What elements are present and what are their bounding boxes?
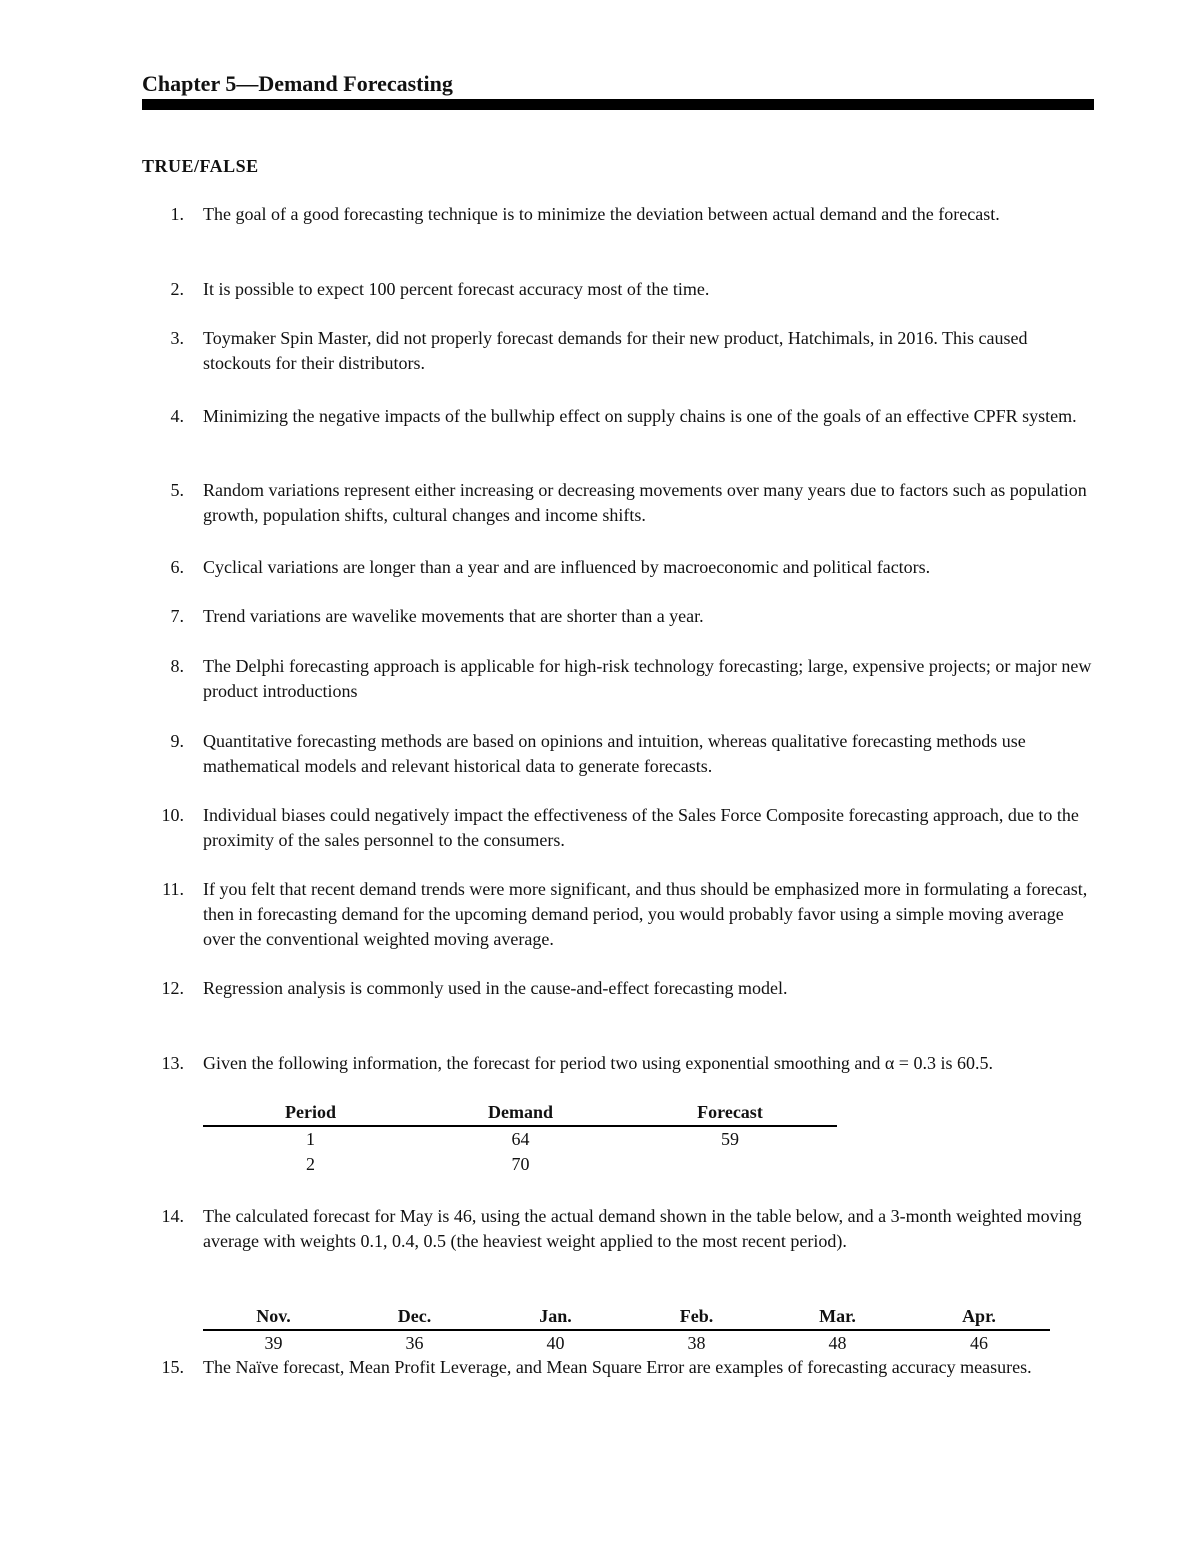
- question-number: 9.: [170, 731, 184, 751]
- question-text: The calculated forecast for May is 46, using the actual demand shown in the table below, and a 3-month weighted moving average with weights 0.1, 0.4, 0.5 (the heaviest weight applied to the most recent period).: [203, 1206, 1082, 1251]
- question-text: Regression analysis is commonly used in the cause-and-effect forecasting model.: [203, 978, 788, 998]
- table-cell: 39: [264, 1333, 283, 1353]
- table-cell: 59: [721, 1129, 739, 1149]
- table-header: Forecast: [623, 1100, 837, 1126]
- table-cell: 36: [405, 1333, 424, 1353]
- table-header: Jan.: [485, 1304, 626, 1330]
- question-text: If you felt that recent demand trends were more significant, and thus should be emphasized more in formulating a forecast, then in forecasting demand for the upcoming demand period, you would probably favor using a simple moving average over the conventional weighted moving average.: [203, 879, 1088, 949]
- question-10: [142, 803, 1097, 853]
- question-number: 6.: [170, 557, 184, 577]
- table-cell: 46: [970, 1333, 988, 1353]
- question-12: [142, 976, 1097, 1001]
- table-row: [203, 1152, 837, 1177]
- table-cell: 38: [687, 1333, 706, 1353]
- table-header: Demand: [418, 1100, 623, 1126]
- table-cell: [623, 1152, 837, 1177]
- table-cell: 48: [828, 1333, 847, 1353]
- question-number: 13.: [161, 1053, 184, 1073]
- question-number: 7.: [170, 606, 184, 626]
- question-7: [142, 604, 1097, 629]
- table-header: Dec.: [344, 1304, 485, 1330]
- question-text: Random variations represent either increasing or decreasing movements over many years due to factors such as population growth, population shifts, cultural changes and income shifts.: [203, 480, 1087, 525]
- table-row: [203, 1330, 1050, 1356]
- question-text: The Delphi forecasting approach is applicable for high-risk technology forecasting; large, expensive projects; or major new product introductions: [203, 656, 1092, 701]
- question-14: [142, 1204, 1097, 1254]
- question-text: Minimizing the negative impacts of the bullwhip effect on supply chains is one of the goals of an effective CPFR system.: [203, 406, 1077, 426]
- question-6: [142, 555, 1097, 580]
- question-text: Given the following information, the forecast for period two using exponential smoothing and α = 0.3 is 60.5.: [203, 1053, 993, 1073]
- question-text: Toymaker Spin Master, did not properly forecast demands for their new product, Hatchimals, in 2016. This caused stockouts for their distributors.: [203, 328, 1028, 373]
- question-number: 1.: [170, 204, 184, 224]
- question-13: [142, 1051, 1097, 1076]
- table-row: [203, 1126, 837, 1152]
- question-5: [142, 478, 1097, 528]
- question-8: [142, 654, 1097, 704]
- monthly-demand-table: [203, 1304, 1050, 1356]
- question-text: The Naïve forecast, Mean Profit Leverage, and Mean Square Error are examples of forecasting accuracy measures.: [203, 1357, 1032, 1377]
- question-number: 14.: [161, 1206, 184, 1226]
- question-number: 15.: [161, 1357, 184, 1377]
- question-number: 10.: [161, 805, 184, 825]
- exponential-smoothing-table: [203, 1100, 837, 1177]
- table-cell: 1: [306, 1129, 315, 1149]
- table-header: Period: [203, 1100, 418, 1126]
- question-number: 2.: [170, 279, 184, 299]
- question-text: Cyclical variations are longer than a year and are influenced by macroeconomic and political factors.: [203, 557, 931, 577]
- table-cell: 70: [511, 1154, 530, 1174]
- question-number: 12.: [161, 978, 184, 998]
- question-text: The goal of a good forecasting technique is to minimize the deviation between actual demand and the forecast.: [203, 204, 1000, 224]
- question-text: Trend variations are wavelike movements that are shorter than a year.: [203, 606, 704, 626]
- chapter-title: Chapter 5—Demand Forecasting: [142, 71, 453, 96]
- table-header: Nov.: [203, 1304, 344, 1330]
- question-1: [142, 202, 1097, 227]
- title-rule: [142, 99, 1094, 110]
- question-number: 3.: [170, 328, 184, 348]
- table-cell: 40: [546, 1333, 565, 1353]
- question-number: 11.: [162, 879, 184, 899]
- section-heading: TRUE/FALSE: [142, 156, 259, 176]
- question-3: [142, 326, 1097, 376]
- question-15: [142, 1355, 1097, 1380]
- question-2: [142, 277, 1097, 302]
- question-text: Quantitative forecasting methods are based on opinions and intuition, whereas qualitative forecasting methods use mathematical models and relevant historical data to generate forecasts.: [203, 731, 1026, 776]
- table-header: Mar.: [767, 1304, 908, 1330]
- table-cell: 2: [306, 1154, 315, 1174]
- question-number: 8.: [170, 656, 184, 676]
- question-text: It is possible to expect 100 percent forecast accuracy most of the time.: [203, 279, 710, 299]
- question-11: [142, 877, 1097, 952]
- question-4: [142, 404, 1097, 429]
- question-9: [142, 729, 1097, 779]
- question-number: 4.: [170, 406, 184, 426]
- table-header: Feb.: [626, 1304, 767, 1330]
- question-number: 5.: [170, 480, 184, 500]
- table-header: Apr.: [908, 1304, 1050, 1330]
- table-cell: 64: [511, 1129, 530, 1149]
- question-text: Individual biases could negatively impact the effectiveness of the Sales Force Composite forecasting approach, due to the proximity of the sales personnel to the consumers.: [203, 805, 1079, 850]
